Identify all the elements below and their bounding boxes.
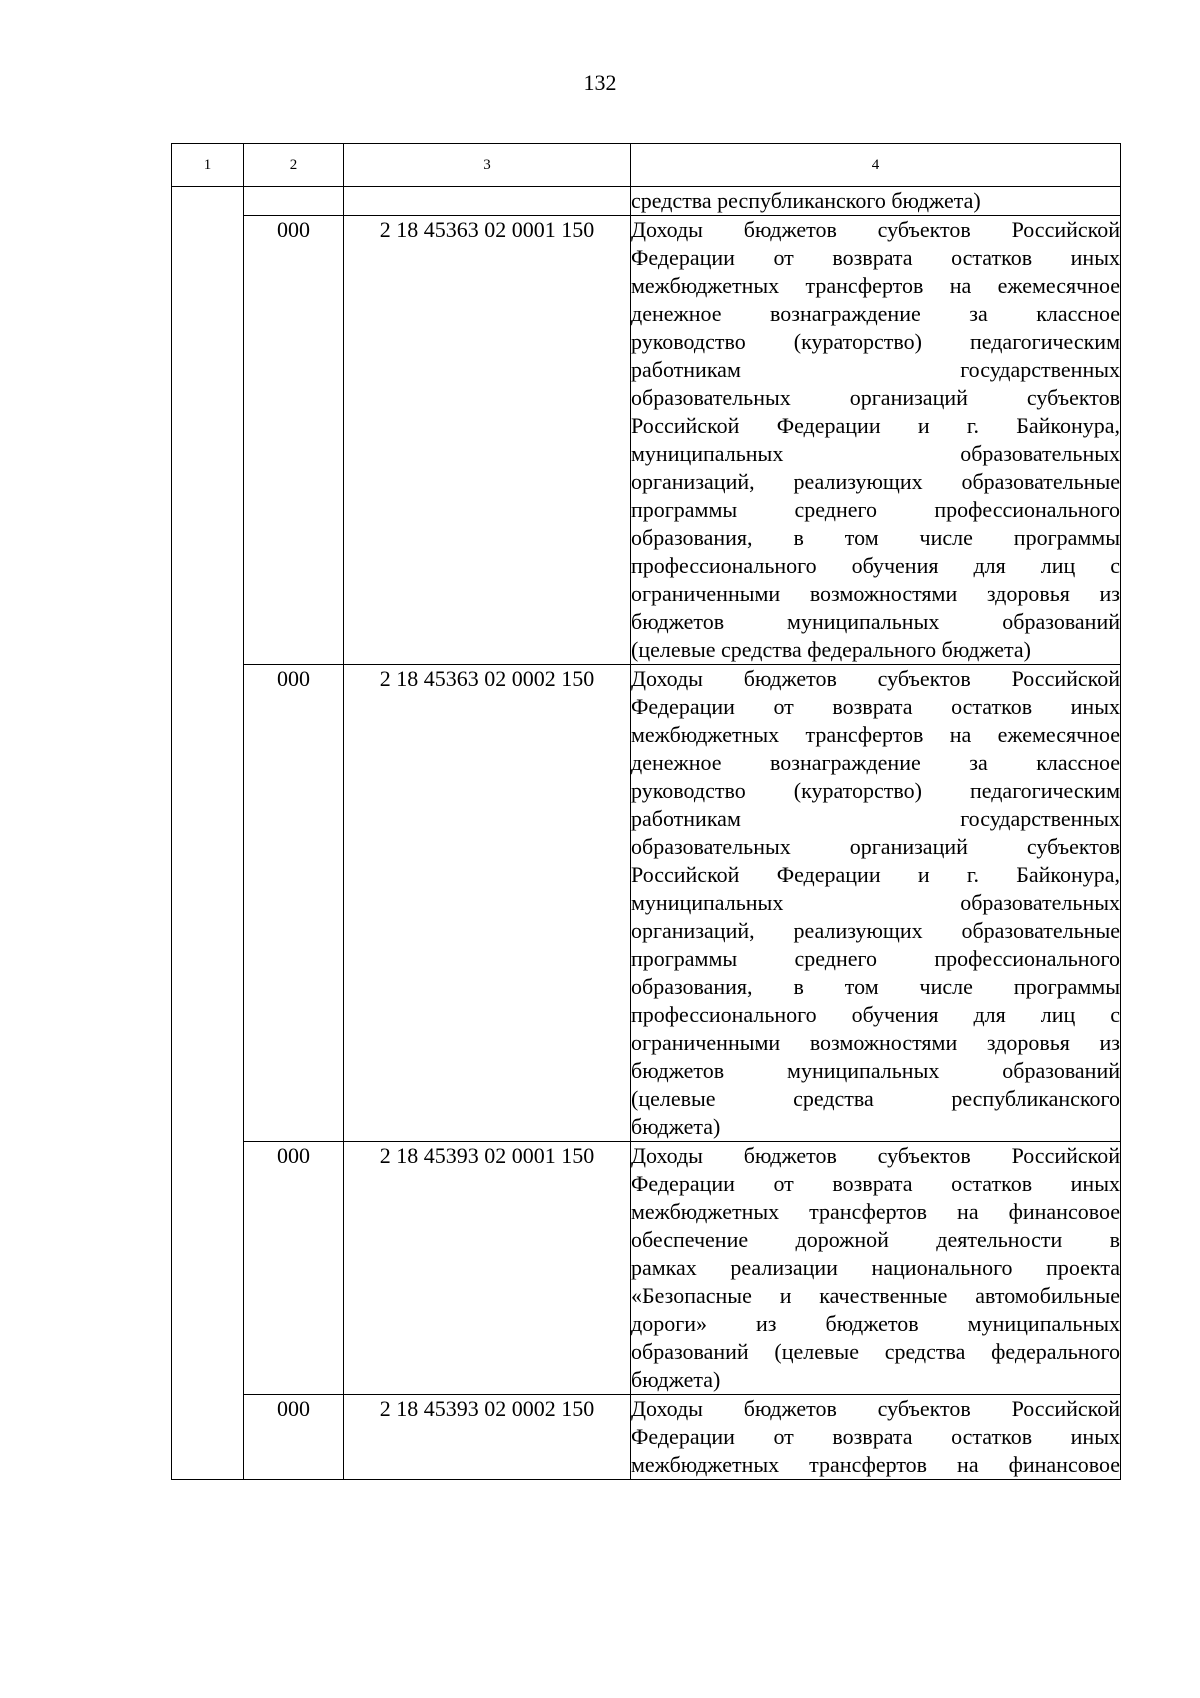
income-name-cell	[631, 1142, 1121, 1395]
income-name-line: бюджета)	[631, 1367, 721, 1392]
income-name-line: руководство (кураторство) педагогическим	[631, 329, 1120, 354]
table-row	[172, 1395, 1121, 1480]
income-name-line: Российской Федерации и г. Байконура,	[631, 413, 1120, 438]
table-row	[172, 1142, 1121, 1395]
income-name-line: Доходы бюджетов субъектов Российской	[631, 1143, 1120, 1168]
income-name-line: ограниченными возможностями здоровья из	[631, 581, 1120, 606]
income-name-line: Российской Федерации и г. Байконура,	[631, 862, 1120, 887]
income-name-line: обеспечение дорожной деятельности в	[631, 1227, 1120, 1252]
income-name-line: бюджета)	[631, 1114, 721, 1139]
income-name-line: Доходы бюджетов субъектов Российской	[631, 1396, 1120, 1421]
income-name-line: муниципальных образовательных	[631, 890, 1120, 915]
admin-code-cell: 000	[244, 1142, 344, 1395]
income-name-line: программы среднего профессионального	[631, 946, 1120, 971]
income-name-line: бюджетов муниципальных образований	[631, 1058, 1120, 1083]
income-name-line: профессионального обучения для лиц с	[631, 553, 1120, 578]
classification-code-cell: 2 18 45393 02 0002 150	[344, 1395, 631, 1480]
income-name-line: денежное вознаграждение за классное	[631, 750, 1120, 775]
continuation-line: средства республиканского бюджета)	[631, 188, 981, 213]
empty-kbk-cell	[344, 187, 631, 216]
income-name-line: межбюджетных трансфертов на финансовое	[631, 1452, 1120, 1477]
income-name-line: Федерации от возврата остатков иных	[631, 694, 1120, 719]
classification-code-cell: 2 18 45393 02 0001 150	[344, 1142, 631, 1395]
header-col-4: 4	[631, 144, 1121, 187]
income-name-line: Федерации от возврата остатков иных	[631, 1424, 1120, 1449]
income-name-line: работникам государственных	[631, 806, 1120, 831]
classification-code-cell: 2 18 45363 02 0001 150	[344, 216, 631, 665]
classification-code-cell: 2 18 45363 02 0002 150	[344, 665, 631, 1142]
admin-code-cell: 000	[244, 665, 344, 1142]
income-name-line: муниципальных образовательных	[631, 441, 1120, 466]
income-name-line: межбюджетных трансфертов на ежемесячное	[631, 273, 1120, 298]
income-name-line: руководство (кураторство) педагогическим	[631, 778, 1120, 803]
admin-code-cell: 000	[244, 1395, 344, 1480]
income-name-line: работникам государственных	[631, 357, 1120, 382]
admin-code-cell: 000	[244, 216, 344, 665]
income-name-cell	[631, 216, 1121, 665]
header-col-1: 1	[172, 144, 244, 187]
income-name-line: «Безопасные и качественные автомобильные	[631, 1283, 1120, 1308]
income-name-line: образования, в том числе программы	[631, 525, 1120, 550]
merged-empty-cell	[172, 187, 244, 1480]
income-name-line: бюджетов муниципальных образований	[631, 609, 1120, 634]
income-name-line: организаций, реализующих образовательные	[631, 469, 1120, 494]
income-name-line: профессионального обучения для лиц с	[631, 1002, 1120, 1027]
income-name-line: ограниченными возможностями здоровья из	[631, 1030, 1120, 1055]
continuation-row	[172, 187, 1121, 216]
income-name-line: Доходы бюджетов субъектов Российской	[631, 666, 1120, 691]
page-number: 132	[583, 70, 617, 95]
income-name-line: (целевые средства федерального бюджета)	[631, 637, 1031, 662]
income-name-line: программы среднего профессионального	[631, 497, 1120, 522]
empty-code-cell	[244, 187, 344, 216]
budget-classification-table	[171, 143, 1121, 1480]
income-name-line: Федерации от возврата остатков иных	[631, 245, 1120, 270]
income-name-line: межбюджетных трансфертов на ежемесячное	[631, 722, 1120, 747]
income-name-cell	[631, 1395, 1121, 1480]
income-name-line: межбюджетных трансфертов на финансовое	[631, 1199, 1120, 1224]
table-row	[172, 665, 1121, 1142]
income-name-line: рамках реализации национального проекта	[631, 1255, 1120, 1280]
income-name-line: (целевые средства республиканского	[631, 1086, 1120, 1111]
income-name-line: Доходы бюджетов субъектов Российской	[631, 217, 1120, 242]
income-name-line: образования, в том числе программы	[631, 974, 1120, 999]
income-name-line: Федерации от возврата остатков иных	[631, 1171, 1120, 1196]
income-name-line: денежное вознаграждение за классное	[631, 301, 1120, 326]
income-name-line: образовательных организаций субъектов	[631, 834, 1120, 859]
income-name-line: организаций, реализующих образовательные	[631, 918, 1120, 943]
header-col-2: 2	[244, 144, 344, 187]
continuation-text	[631, 187, 1121, 216]
income-name-line: образований (целевые средства федерального	[631, 1339, 1120, 1364]
table-header-row	[172, 144, 1121, 187]
income-name-cell	[631, 665, 1121, 1142]
header-col-3: 3	[344, 144, 631, 187]
income-name-line: образовательных организаций субъектов	[631, 385, 1120, 410]
table-row	[172, 216, 1121, 665]
income-name-line: дороги» из бюджетов муниципальных	[631, 1311, 1120, 1336]
